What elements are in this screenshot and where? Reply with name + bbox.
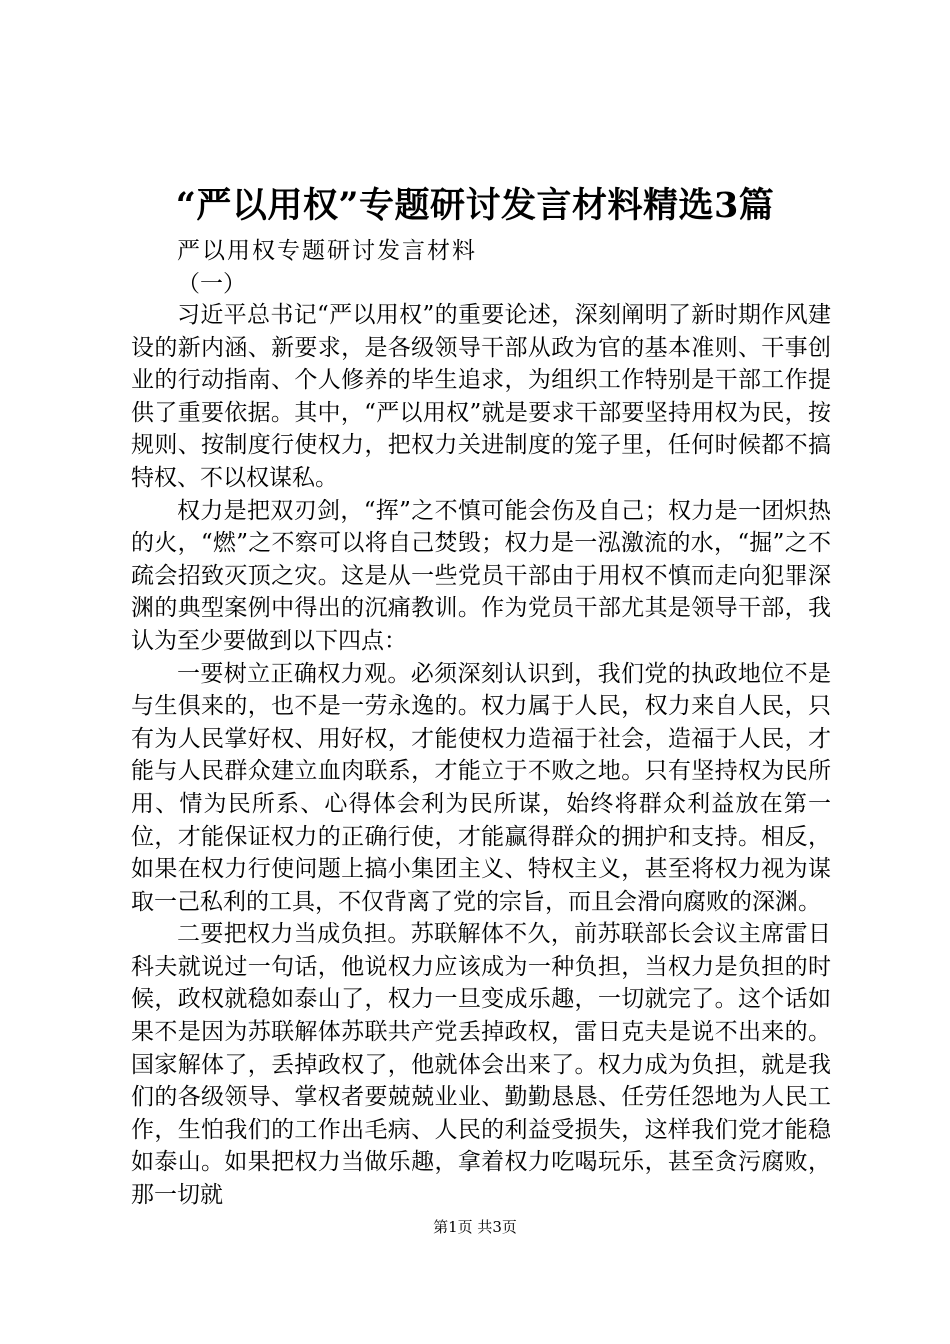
document-subtitle: 严以用权专题研讨发言材料 bbox=[177, 238, 477, 264]
paragraph: 一要树立正确权力观。必须深刻认识到，我们党的执政地位不是与生俱来的，也不是一劳永逸的。权力属于人民，权力来自人民，只有为人民掌好权、用好权，才能使权力造福于社会，造福于人民，才能与人民群众建立血肉联系，才能立于不败之地。只有坚持权为民所用、情为民所系、心得体会利为民所谋，始终将群众利益放在第一位，才能保证权力的正确行使，才能赢得群众的拥护和支持。相反，如果在权力行使问题上搞小集团主义、特权主义，甚至将权力视为谋取一己私利的工具，不仅背离了党的宗旨，而且会滑向腐败的深渊。 bbox=[131, 660, 831, 915]
section-number: （一） bbox=[177, 271, 246, 297]
page-footer: 第1页 共3页 bbox=[433, 1218, 517, 1236]
paragraph: 权力是把双刃剑，“挥”之不慎可能会伤及自己；权力是一团炽热的火，“燃”之不察可以将自己焚毁；权力是一泓激流的水，“掘”之不疏会招致灭顶之灾。这是从一些党员干部由于用权不慎而走向犯罪深渊的典型案例中得出的沉痛教训。作为党员干部尤其是领导干部，我认为至少要做到以下四点： bbox=[131, 497, 831, 654]
paragraph: 习近平总书记“严以用权”的重要论述，深刻阐明了新时期作风建设的新内涵、新要求，是各级领导干部从政为官的基本准则、干事创业的行动指南、个人修养的毕生追求，为组织工作特别是干部工作提供了重要依据。其中，“严以用权”就是要求干部要坚持用权为民，按规则、按制度行使权力，把权力关进制度的笼子里，任何时候都不搞特权、不以权谋私。 bbox=[131, 302, 831, 491]
paragraph: 二要把权力当成负担。苏联解体不久，前苏联部长会议主席雷日科夫就说过一句话，他说权力应该成为一种负担，当权力是负担的时候，政权就稳如泰山了，权力一旦变成乐趣，一切就完了。这个话如果不是因为苏联解体苏联共产党丢掉政权，雷日克夫是说不出来的。国家解体了，丢掉政权了，他就体会出来了。权力成为负担，就是我们的各级领导、掌权者要兢兢业业、勤勤恳恳、任劳任怨地为人民工作，生怕我们的工作出毛病、人民的利益受损失，这样我们党才能稳如泰山。如果把权力当做乐趣，拿着权力吃喝玩乐，甚至贪污腐败，那一切就 bbox=[131, 921, 831, 1209]
document-title: “严以用权”专题研讨发言材料精选3篇 bbox=[175, 185, 775, 226]
document-body bbox=[131, 233, 831, 1212]
